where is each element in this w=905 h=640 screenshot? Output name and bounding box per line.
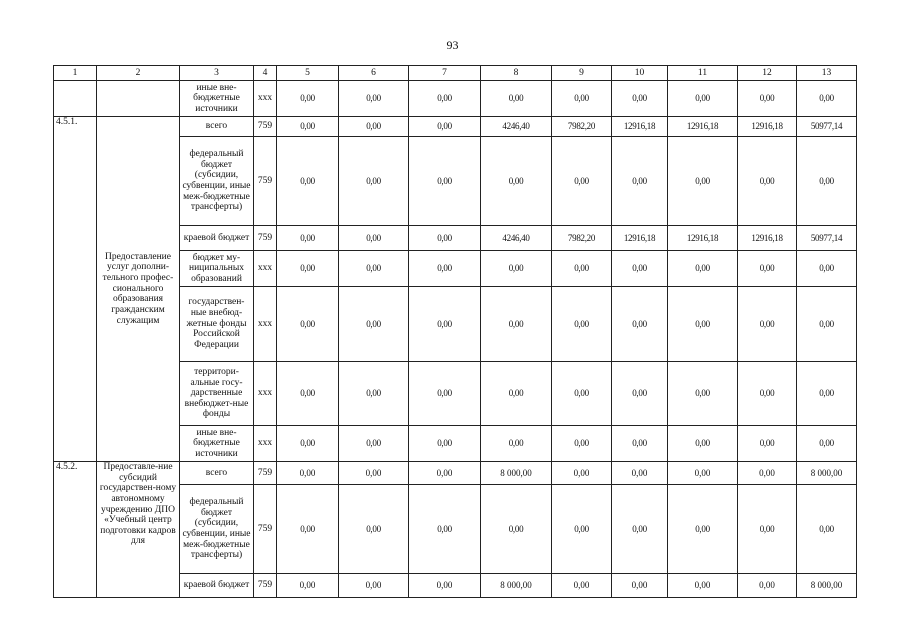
- value-cell: 0,00: [797, 81, 857, 117]
- value-cell: 0,00: [668, 362, 738, 426]
- value-cell: 0,00: [668, 137, 738, 226]
- value-cell: 0,00: [552, 81, 612, 117]
- value-cell: 0,00: [409, 226, 481, 251]
- row-index: 4.5.2.: [54, 462, 97, 598]
- value-cell: 0,00: [409, 485, 481, 574]
- funding-source: всего: [180, 117, 254, 137]
- value-cell: 0,00: [668, 485, 738, 574]
- column-header: 13: [797, 66, 857, 81]
- value-cell: 0,00: [277, 485, 339, 574]
- funding-source: федеральный бюджет (субсидии, субвенции, иные меж-бюджетные трансферты): [180, 485, 254, 574]
- value-cell: 0,00: [339, 426, 409, 462]
- value-cell: 0,00: [797, 362, 857, 426]
- value-cell: 0,00: [277, 426, 339, 462]
- value-cell: 0,00: [481, 251, 552, 287]
- value-cell: 8 000,00: [481, 462, 552, 485]
- value-cell: 0,00: [409, 137, 481, 226]
- budget-table: [53, 65, 857, 598]
- value-cell: 0,00: [552, 574, 612, 598]
- value-cell: 12916,18: [612, 117, 668, 137]
- value-cell: 0,00: [612, 137, 668, 226]
- value-cell: 12916,18: [738, 117, 797, 137]
- table-row: [54, 117, 857, 137]
- value-cell: 0,00: [552, 137, 612, 226]
- value-cell: 7982,20: [552, 117, 612, 137]
- value-cell: 0,00: [481, 426, 552, 462]
- value-cell: 0,00: [668, 287, 738, 362]
- value-cell: 0,00: [277, 251, 339, 287]
- value-cell: 0,00: [481, 362, 552, 426]
- value-cell: 0,00: [738, 287, 797, 362]
- table-row: [54, 462, 857, 485]
- code-cell: xxx: [254, 362, 277, 426]
- code-cell: 759: [254, 574, 277, 598]
- value-cell: 0,00: [409, 574, 481, 598]
- value-cell: 0,00: [409, 117, 481, 137]
- item-name: Предоставле-ние субсидий государствен-ному автономному учреждению ДПО «Учебный центр подготовки кадров для: [97, 462, 180, 598]
- code-cell: xxx: [254, 287, 277, 362]
- funding-source: федеральный бюджет (субсидии, субвенции, иные меж-бюджетные трансферты): [180, 137, 254, 226]
- value-cell: 8 000,00: [797, 462, 857, 485]
- value-cell: 8 000,00: [481, 574, 552, 598]
- row-index: 4.5.1.: [54, 117, 97, 462]
- value-cell: 12916,18: [738, 226, 797, 251]
- column-header: 4: [254, 66, 277, 81]
- value-cell: 0,00: [552, 362, 612, 426]
- value-cell: 0,00: [339, 117, 409, 137]
- code-cell: 759: [254, 226, 277, 251]
- code-cell: xxx: [254, 251, 277, 287]
- value-cell: 0,00: [738, 462, 797, 485]
- value-cell: 0,00: [277, 287, 339, 362]
- value-cell: 0,00: [797, 287, 857, 362]
- column-header: 5: [277, 66, 339, 81]
- value-cell: 0,00: [612, 426, 668, 462]
- code-cell: 759: [254, 462, 277, 485]
- value-cell: 4246,40: [481, 226, 552, 251]
- item-name: Предоставление услуг дополни-тельного профес-сионального образования гражданским служащим: [97, 117, 180, 462]
- value-cell: 0,00: [612, 362, 668, 426]
- value-cell: 7982,20: [552, 226, 612, 251]
- value-cell: 0,00: [612, 462, 668, 485]
- value-cell: 0,00: [481, 485, 552, 574]
- table-row: [54, 81, 857, 117]
- funding-source: государствен-ные внебюд-жетные фонды Российской Федерации: [180, 287, 254, 362]
- value-cell: 0,00: [277, 362, 339, 426]
- value-cell: 8 000,00: [797, 574, 857, 598]
- value-cell: 0,00: [668, 81, 738, 117]
- value-cell: 0,00: [797, 426, 857, 462]
- header-row: [54, 66, 857, 81]
- empty-index-cell: [54, 81, 97, 117]
- value-cell: 0,00: [612, 251, 668, 287]
- value-cell: 4246,40: [481, 117, 552, 137]
- funding-source: всего: [180, 462, 254, 485]
- value-cell: 0,00: [738, 574, 797, 598]
- value-cell: 0,00: [277, 137, 339, 226]
- value-cell: 0,00: [552, 485, 612, 574]
- code-cell: 759: [254, 117, 277, 137]
- funding-source: бюджет му-ниципальных образований: [180, 251, 254, 287]
- column-header: 8: [481, 66, 552, 81]
- funding-source: краевой бюджет: [180, 226, 254, 251]
- value-cell: 12916,18: [668, 226, 738, 251]
- column-header: 2: [97, 66, 180, 81]
- funding-source: территори-альные госу-дарственные внебюджет-ные фонды: [180, 362, 254, 426]
- value-cell: 0,00: [668, 462, 738, 485]
- value-cell: 0,00: [339, 362, 409, 426]
- value-cell: 0,00: [738, 251, 797, 287]
- value-cell: 0,00: [481, 81, 552, 117]
- value-cell: 0,00: [481, 137, 552, 226]
- value-cell: 0,00: [339, 81, 409, 117]
- column-header: 9: [552, 66, 612, 81]
- value-cell: 0,00: [738, 426, 797, 462]
- value-cell: 0,00: [277, 462, 339, 485]
- value-cell: 0,00: [409, 287, 481, 362]
- value-cell: 0,00: [612, 485, 668, 574]
- value-cell: 50977,14: [797, 117, 857, 137]
- value-cell: 0,00: [797, 137, 857, 226]
- value-cell: 0,00: [668, 251, 738, 287]
- code-cell: xxx: [254, 81, 277, 117]
- column-header: 10: [612, 66, 668, 81]
- empty-name-cell: [97, 81, 180, 117]
- value-cell: 0,00: [277, 117, 339, 137]
- column-header: 11: [668, 66, 738, 81]
- value-cell: 0,00: [552, 287, 612, 362]
- value-cell: 0,00: [339, 574, 409, 598]
- value-cell: 0,00: [481, 287, 552, 362]
- page-number: 93: [446, 38, 459, 52]
- value-cell: 0,00: [339, 462, 409, 485]
- value-cell: 0,00: [738, 362, 797, 426]
- value-cell: 0,00: [339, 251, 409, 287]
- value-cell: 0,00: [612, 81, 668, 117]
- funding-source: иные вне-бюджетные источники: [180, 81, 254, 117]
- code-cell: 759: [254, 485, 277, 574]
- column-header: 6: [339, 66, 409, 81]
- value-cell: 0,00: [277, 574, 339, 598]
- value-cell: 0,00: [552, 426, 612, 462]
- value-cell: 50977,14: [797, 226, 857, 251]
- value-cell: 0,00: [339, 226, 409, 251]
- code-cell: xxx: [254, 426, 277, 462]
- column-header: 7: [409, 66, 481, 81]
- column-header: 3: [180, 66, 254, 81]
- value-cell: 0,00: [738, 81, 797, 117]
- value-cell: 12916,18: [612, 226, 668, 251]
- value-cell: 0,00: [409, 81, 481, 117]
- value-cell: 0,00: [339, 137, 409, 226]
- value-cell: 0,00: [797, 251, 857, 287]
- value-cell: 0,00: [668, 426, 738, 462]
- value-cell: 0,00: [612, 574, 668, 598]
- value-cell: 0,00: [277, 226, 339, 251]
- funding-source: иные вне-бюджетные источники: [180, 426, 254, 462]
- code-cell: 759: [254, 137, 277, 226]
- column-header: 1: [54, 66, 97, 81]
- value-cell: 0,00: [409, 462, 481, 485]
- value-cell: 0,00: [738, 485, 797, 574]
- value-cell: 0,00: [409, 251, 481, 287]
- value-cell: 0,00: [409, 426, 481, 462]
- value-cell: 0,00: [339, 287, 409, 362]
- value-cell: 0,00: [668, 574, 738, 598]
- value-cell: 0,00: [797, 485, 857, 574]
- value-cell: 0,00: [277, 81, 339, 117]
- value-cell: 0,00: [552, 251, 612, 287]
- value-cell: 0,00: [409, 362, 481, 426]
- value-cell: 0,00: [738, 137, 797, 226]
- value-cell: 12916,18: [668, 117, 738, 137]
- column-header: 12: [738, 66, 797, 81]
- value-cell: 0,00: [339, 485, 409, 574]
- value-cell: 0,00: [552, 462, 612, 485]
- value-cell: 0,00: [612, 287, 668, 362]
- funding-source: краевой бюджет: [180, 574, 254, 598]
